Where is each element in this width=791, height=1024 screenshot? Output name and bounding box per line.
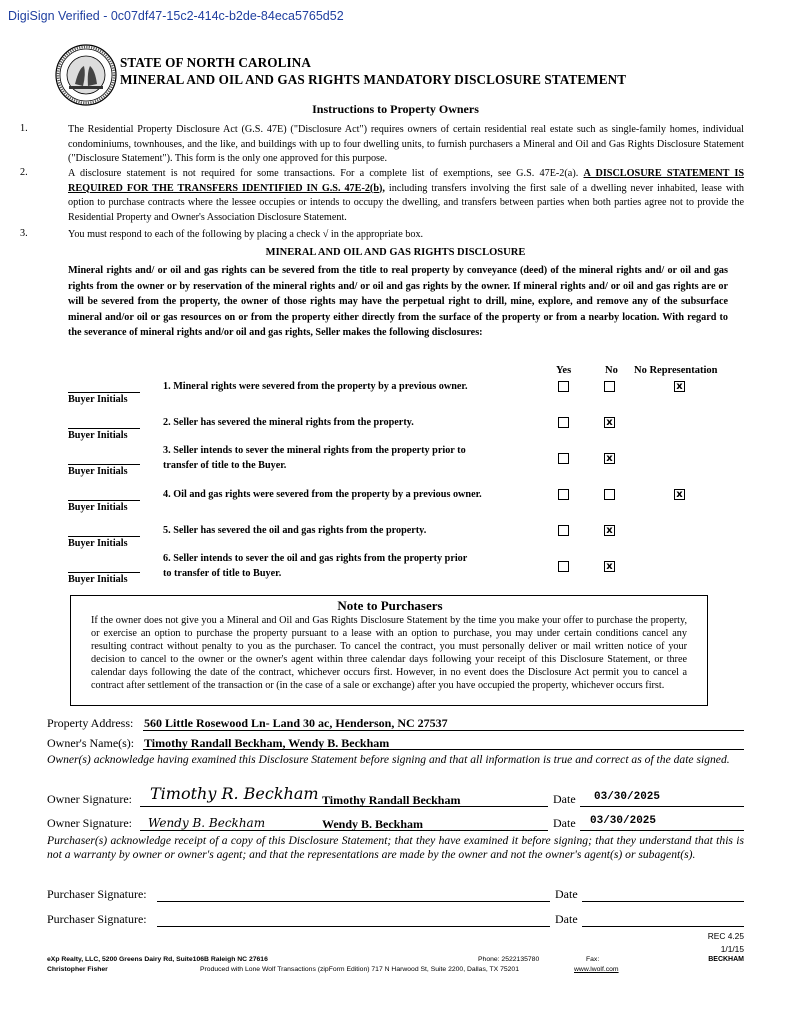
question-3-text <box>163 444 466 473</box>
buyer-initials-field[interactable] <box>68 536 140 537</box>
buyer-initials-label: Buyer Initials <box>68 430 128 441</box>
owner-signature-2-name: Wendy B. Beckham <box>322 817 424 831</box>
question-4-no-checkbox[interactable] <box>604 489 615 500</box>
question-4-text <box>163 488 482 503</box>
buyer-initials-label: Buyer Initials <box>68 502 128 513</box>
column-no: No <box>605 365 618 376</box>
buyer-initials-field[interactable] <box>68 464 140 465</box>
owner-signature-2-date-line <box>580 830 744 831</box>
question-6-text <box>163 552 467 581</box>
column-yes: Yes <box>556 365 572 376</box>
question-5-no-checkbox[interactable]: x <box>604 525 615 536</box>
instruction-2-text-a: A disclosure statement is not required for some transactions. For a complete list of exemptions, see G.S. 47E-2(a). <box>68 168 584 179</box>
purchaser-acknowledgement: Purchaser(s) acknowledge receipt of a copy of this Disclosure Statement; that they have examined it before signing; that they understand that this is not a warranty by owner or owner's agent; and that the representations are made by the owner and not the owner's agent(s) or subagent(s). <box>47 834 744 861</box>
question-3-yes-checkbox[interactable] <box>558 453 569 464</box>
question-2-yes-checkbox[interactable] <box>558 417 569 428</box>
owner-signature-1[interactable]: Timothy R. Beckham <box>150 784 319 803</box>
instruction-3-text: You must respond to each of the following by placing a check √ in the appropriate box. <box>68 229 424 240</box>
question-5-yes-checkbox[interactable] <box>558 525 569 536</box>
footer-fax: Fax: <box>586 956 600 963</box>
purchaser-signature-2-date-line[interactable] <box>582 926 744 927</box>
question-text-line: 6. Seller intends to sever the oil and gas rights from the property prior <box>163 553 468 564</box>
question-text-line: 3. Seller intends to sever the mineral rights from the property prior to <box>163 445 466 456</box>
question-text-line: 5. Seller has severed the oil and gas rights from the property. <box>163 525 427 536</box>
form-rec-number: REC 4.25 <box>707 931 744 941</box>
question-3-no-checkbox[interactable]: x <box>604 453 615 464</box>
state-seal-icon <box>55 44 117 106</box>
question-6-yes-checkbox[interactable] <box>558 561 569 572</box>
buyer-initials-field[interactable] <box>68 500 140 501</box>
footer-company: eXp Realty, LLC, 5200 Greens Dairy Rd, Suite106B Raleigh NC 27616 <box>47 956 268 963</box>
footer-produced-by: Produced with Lone Wolf Transactions (zipForm Edition) 717 N Harwood St, Suite 2200, Dallas, TX 75201 <box>200 966 519 973</box>
note-to-purchasers-box <box>70 595 708 706</box>
instruction-2-number: 2. <box>20 167 28 178</box>
owner-signature-1-date-label: Date <box>553 792 576 806</box>
instruction-1-number: 1. <box>20 123 28 134</box>
question-1-text <box>163 380 468 395</box>
property-address-value[interactable]: 560 Little Rosewood Ln- Land 30 ac, Henderson, NC 27537 <box>144 716 448 730</box>
purchaser-signature-1-label: Purchaser Signature: <box>47 887 147 901</box>
buyer-initials-label: Buyer Initials <box>68 574 128 585</box>
purchaser-signature-1-date-line[interactable] <box>582 901 744 902</box>
instruction-2-text <box>68 167 744 225</box>
question-1-yes-checkbox[interactable] <box>558 381 569 392</box>
disclosure-paragraph: Mineral rights and/ or oil and gas rights can be severed from the title to real property by conveyance (deed) of the mineral rights and/ or oil and gas rights from the owner or by reservation of the mineral rights and/ or oil and gas rights by the owner. If mineral rights and/ or oil and gas rights are or will be severed from the property, the owner of those rights may have the perpetual right to drill, mine, explore, and remove any of the subsurface mineral and/or oil or gas resources on or from the property either directly from the surface of the property or from a nearby location. With regard to the severance of mineral rights and/or oil and gas rights, Seller makes the following disclosures: <box>68 265 728 338</box>
disclosure-title: MINERAL AND OIL AND GAS RIGHTS DISCLOSURE <box>265 247 526 258</box>
buyer-initials-label: Buyer Initials <box>68 466 128 477</box>
form-state-title: STATE OF NORTH CAROLINA <box>120 55 311 70</box>
owner-signature-2-date-label: Date <box>553 816 576 830</box>
buyer-initials-label: Buyer Initials <box>68 538 128 549</box>
owner-acknowledgement: Owner(s) acknowledge having examined this Disclosure Statement before signing and that all information is true and correct as of the date signed. <box>47 753 730 766</box>
instruction-2-emphasis: A DISCLOSURE STATEMENT IS REQUIRED FOR THE TRANSFERS IDENTIFIED IN G.S. 47E-2(b), <box>68 168 745 194</box>
purchaser-signature-1-date-label: Date <box>555 887 578 901</box>
buyer-initials-field[interactable] <box>68 572 140 573</box>
owner-signature-2-date[interactable]: 03/30/2025 <box>590 815 657 827</box>
buyer-initials-field[interactable] <box>68 392 140 393</box>
question-6-no-checkbox[interactable]: x <box>604 561 615 572</box>
instruction-2-text-b: including transfers involving the first sale of a dwelling never inhabited, lease with option to purchase contracts where the lessee occupies or intends to occupy the dwelling, and transfers between parties when both parties agree not to provide the Residential Property and Owner's Association Disclosure Statement. <box>68 182 744 223</box>
note-title: Note to Purchasers <box>337 598 443 613</box>
question-2-no-checkbox[interactable]: x <box>604 417 615 428</box>
owner-signature-1-date[interactable]: 03/30/2025 <box>594 791 661 803</box>
question-4-yes-checkbox[interactable] <box>558 489 569 500</box>
purchaser-signature-2-date-label: Date <box>555 912 578 926</box>
purchaser-signature-2-line[interactable] <box>157 926 550 927</box>
owner-signature-1-date-line <box>580 806 744 807</box>
owner-signature-2-label: Owner Signature: <box>47 816 132 830</box>
purchaser-signature-1-line[interactable] <box>157 901 550 902</box>
footer-phone: Phone: 2522135780 <box>478 956 540 963</box>
instruction-1-text: The Residential Property Disclosure Act (G.S. 47E) ("Disclosure Act") requires owners of certain residential real estate such as single-family homes, individual condominiums, townhouses, and the like, and buildings with up to four dwelling units, to furnish purchasers a Mineral and Oil and Gas Rights Disclosure Statement ("Disclosure Statement"). This form is the only one approved for this purpose. <box>68 124 744 164</box>
question-text-line: 1. Mineral rights were severed from the property by a previous owner. <box>163 381 468 392</box>
buyer-initials-label: Buyer Initials <box>68 394 128 405</box>
owners-name-label: Owner's Name(s): <box>47 736 135 750</box>
note-text: If the owner does not give you a Mineral and Oil and Gas Rights Disclosure Statement by the time you make your offer to purchase the property, or exercise an option to purchase the property pursuant to a lease with an option to purchase, you may under certain conditions cancel any resulting contract without penalty to you as the purchaser. To cancel the contract, you must personally deliver or mail written notice of your decision to cancel to the owner or the owner's agent within three calendar days following your receipt of this Disclosure Statement, or three calendar days following the date of the contract, whichever occurs first. However, in no event does the Disclosure Act permit you to cancel a contract after settlement of the transaction or (in the case of a sale or exchange) after you have occupied the property, whichever occurs first. <box>91 615 687 691</box>
question-text-line: 2. Seller has severed the mineral rights from the property. <box>163 417 414 428</box>
owner-signature-1-label: Owner Signature: <box>47 792 132 806</box>
footer-website-link[interactable]: www.lwolf.com <box>574 966 619 973</box>
question-4-norep-checkbox[interactable]: x <box>674 489 685 500</box>
digisign-verification: DigiSign Verified - 0c07df47-15c2-414c-b2de-84eca5765d52 <box>8 9 344 23</box>
question-text-line: transfer of title to the Buyer. <box>163 459 287 471</box>
footer-agent: Christopher Fisher <box>47 966 108 973</box>
owner-signature-1-name: Timothy Randall Beckham <box>322 793 461 807</box>
question-5-text <box>163 524 426 539</box>
question-text-line: to transfer of title to Buyer. <box>163 567 282 579</box>
purchaser-signature-2-label: Purchaser Signature: <box>47 912 147 926</box>
question-2-text <box>163 416 414 431</box>
form-date: 1/1/15 <box>720 944 744 954</box>
instructions-title: Instructions to Property Owners <box>312 102 479 116</box>
footer-tag: BECKHAM <box>708 956 744 963</box>
owners-name-value[interactable]: Timothy Randall Beckham, Wendy B. Beckham <box>144 736 390 750</box>
buyer-initials-field[interactable] <box>68 428 140 429</box>
question-1-norep-checkbox[interactable]: x <box>674 381 685 392</box>
column-no-representation: No Representation <box>634 365 718 376</box>
instruction-3-number: 3. <box>20 228 28 239</box>
question-1-no-checkbox[interactable] <box>604 381 615 392</box>
property-address-label: Property Address: <box>47 716 134 730</box>
form-title: MINERAL AND OIL AND GAS RIGHTS MANDATORY DISCLOSURE STATEMENT <box>120 72 627 87</box>
question-text-line: 4. Oil and gas rights were severed from the property by a previous owner. <box>163 489 482 500</box>
owner-signature-2[interactable]: Wendy B. Beckham <box>148 816 266 830</box>
